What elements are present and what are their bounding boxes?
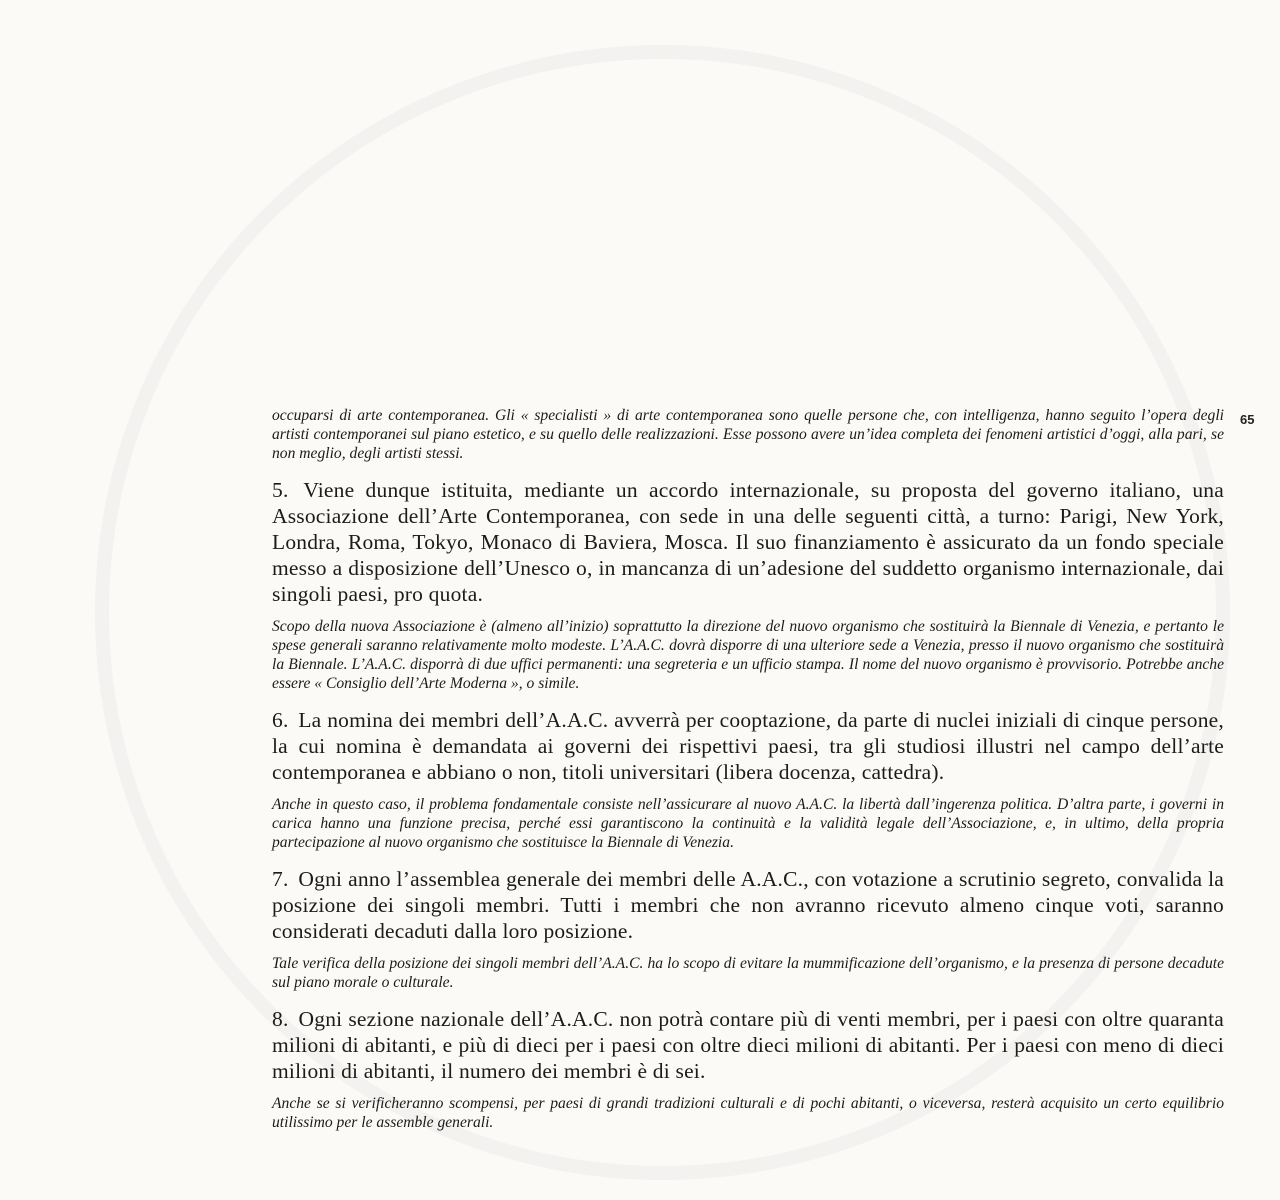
note-7: Tale verifica della posizione dei singoli membri dell’A.A.C. ha lo scopo di evitare la mummificazione dell’organismo, e la presenza di persone decadute sul piano morale o culturale.: [272, 955, 1224, 991]
paragraph-text: Ogni sezione nazionale dell’A.A.C. non potrà contare più di venti membri, per i paesi con oltre quaranta milioni di abitanti, e più di dieci per i paesi con oltre dieci milioni di abitanti. Per i paesi con meno di dieci milioni di abitanti, il numero dei membri è di sei.: [272, 1007, 1224, 1083]
paragraph-6: [272, 707, 1224, 785]
paragraph-7: [272, 866, 1224, 944]
page-number: 65: [1240, 412, 1255, 427]
paragraph-number: 7.: [272, 867, 289, 891]
paragraph-number: 5.: [272, 478, 289, 502]
paragraph-8: [272, 1006, 1224, 1084]
note-6: Anche in questo caso, il problema fondamentale consiste nell’assicurare al nuovo A.A.C. la libertà dall’ingerenza politica. D’altra parte, i governi in carica hanno una funzione precisa, perché essi garantiscono la continuità e la validità legale dell’Associazione, e, in ultimo, della propria partecipazione al nuovo organismo che sostituisce la Biennale di Venezia.: [272, 796, 1224, 851]
text-column: [272, 406, 1224, 1132]
paragraph-number: 6.: [272, 708, 289, 732]
paragraph-text: Ogni anno l’assemblea generale dei membri delle A.A.C., con votazione a scrutinio segreto, convalida la posizione dei singoli membri. Tutti i membri che non avranno ricevuto almeno cinque voti, saranno considerati decaduti dalla loro posizione.: [272, 867, 1225, 943]
paragraph-5: [272, 477, 1224, 607]
note-8: Anche se si verificheranno scompensi, per paesi di grandi tradizioni culturali e di pochi abitanti, o viceversa, resterà acquisito un certo equilibrio utilissimo per le assemble generali.: [272, 1095, 1224, 1131]
paragraph-text: La nomina dei membri dell’A.A.C. avverrà per cooptazione, da parte di nuclei iniziali di cinque persone, la cui nomina è demandata ai governi dei rispettivi paesi, tra gli studiosi illustri nel campo dell’arte contemporanea e abbiano o non, titoli universitari (libera docenza, cattedra).: [272, 708, 1225, 784]
note-5: Scopo della nuova Associazione è (almeno all’inizio) soprattutto la direzione del nuovo organismo che sostituirà la Biennale di Venezia, e pertanto le spese generali saranno relativamente molto modeste. L’A.A.C. dovrà disporre di una ulteriore sede a Venezia, presso il nuovo organismo che sostituirà la Biennale. L’A.A.C. disporrà di due uffici permanenti: una segreteria e un ufficio stampa. Il nome del nuovo organismo è provvisorio. Potrebbe anche essere « Consiglio dell’Arte Moderna », o simile.: [272, 618, 1224, 692]
paragraph-text: Viene dunque istituita, mediante un accordo internazionale, su proposta del governo italiano, una Associazione dell’Arte Contemporanea, con sede in una delle seguenti città, a turno: Parigi, New York, Londra, Roma, Tokyo, Monaco di Baviera, Mosca. Il suo finanziamento è assicurato da un fondo speciale messo a disposizione dell’Unesco o, in mancanza di un’adesione del suddetto organismo internazionale, dai singoli paesi, pro quota.: [272, 478, 1224, 606]
paragraph-number: 8.: [272, 1007, 289, 1031]
note-intro: occuparsi di arte contemporanea. Gli « specialisti » di arte contemporanea sono quelle persone che, con intelligenza, hanno seguito l’opera degli artisti contemporanei sul piano estetico, e su quello delle realizzazioni. Esse possono avere un’idea completa dei fenomeni artistici d’oggi, alla pari, se non meglio, degli artisti stessi.: [272, 407, 1224, 462]
